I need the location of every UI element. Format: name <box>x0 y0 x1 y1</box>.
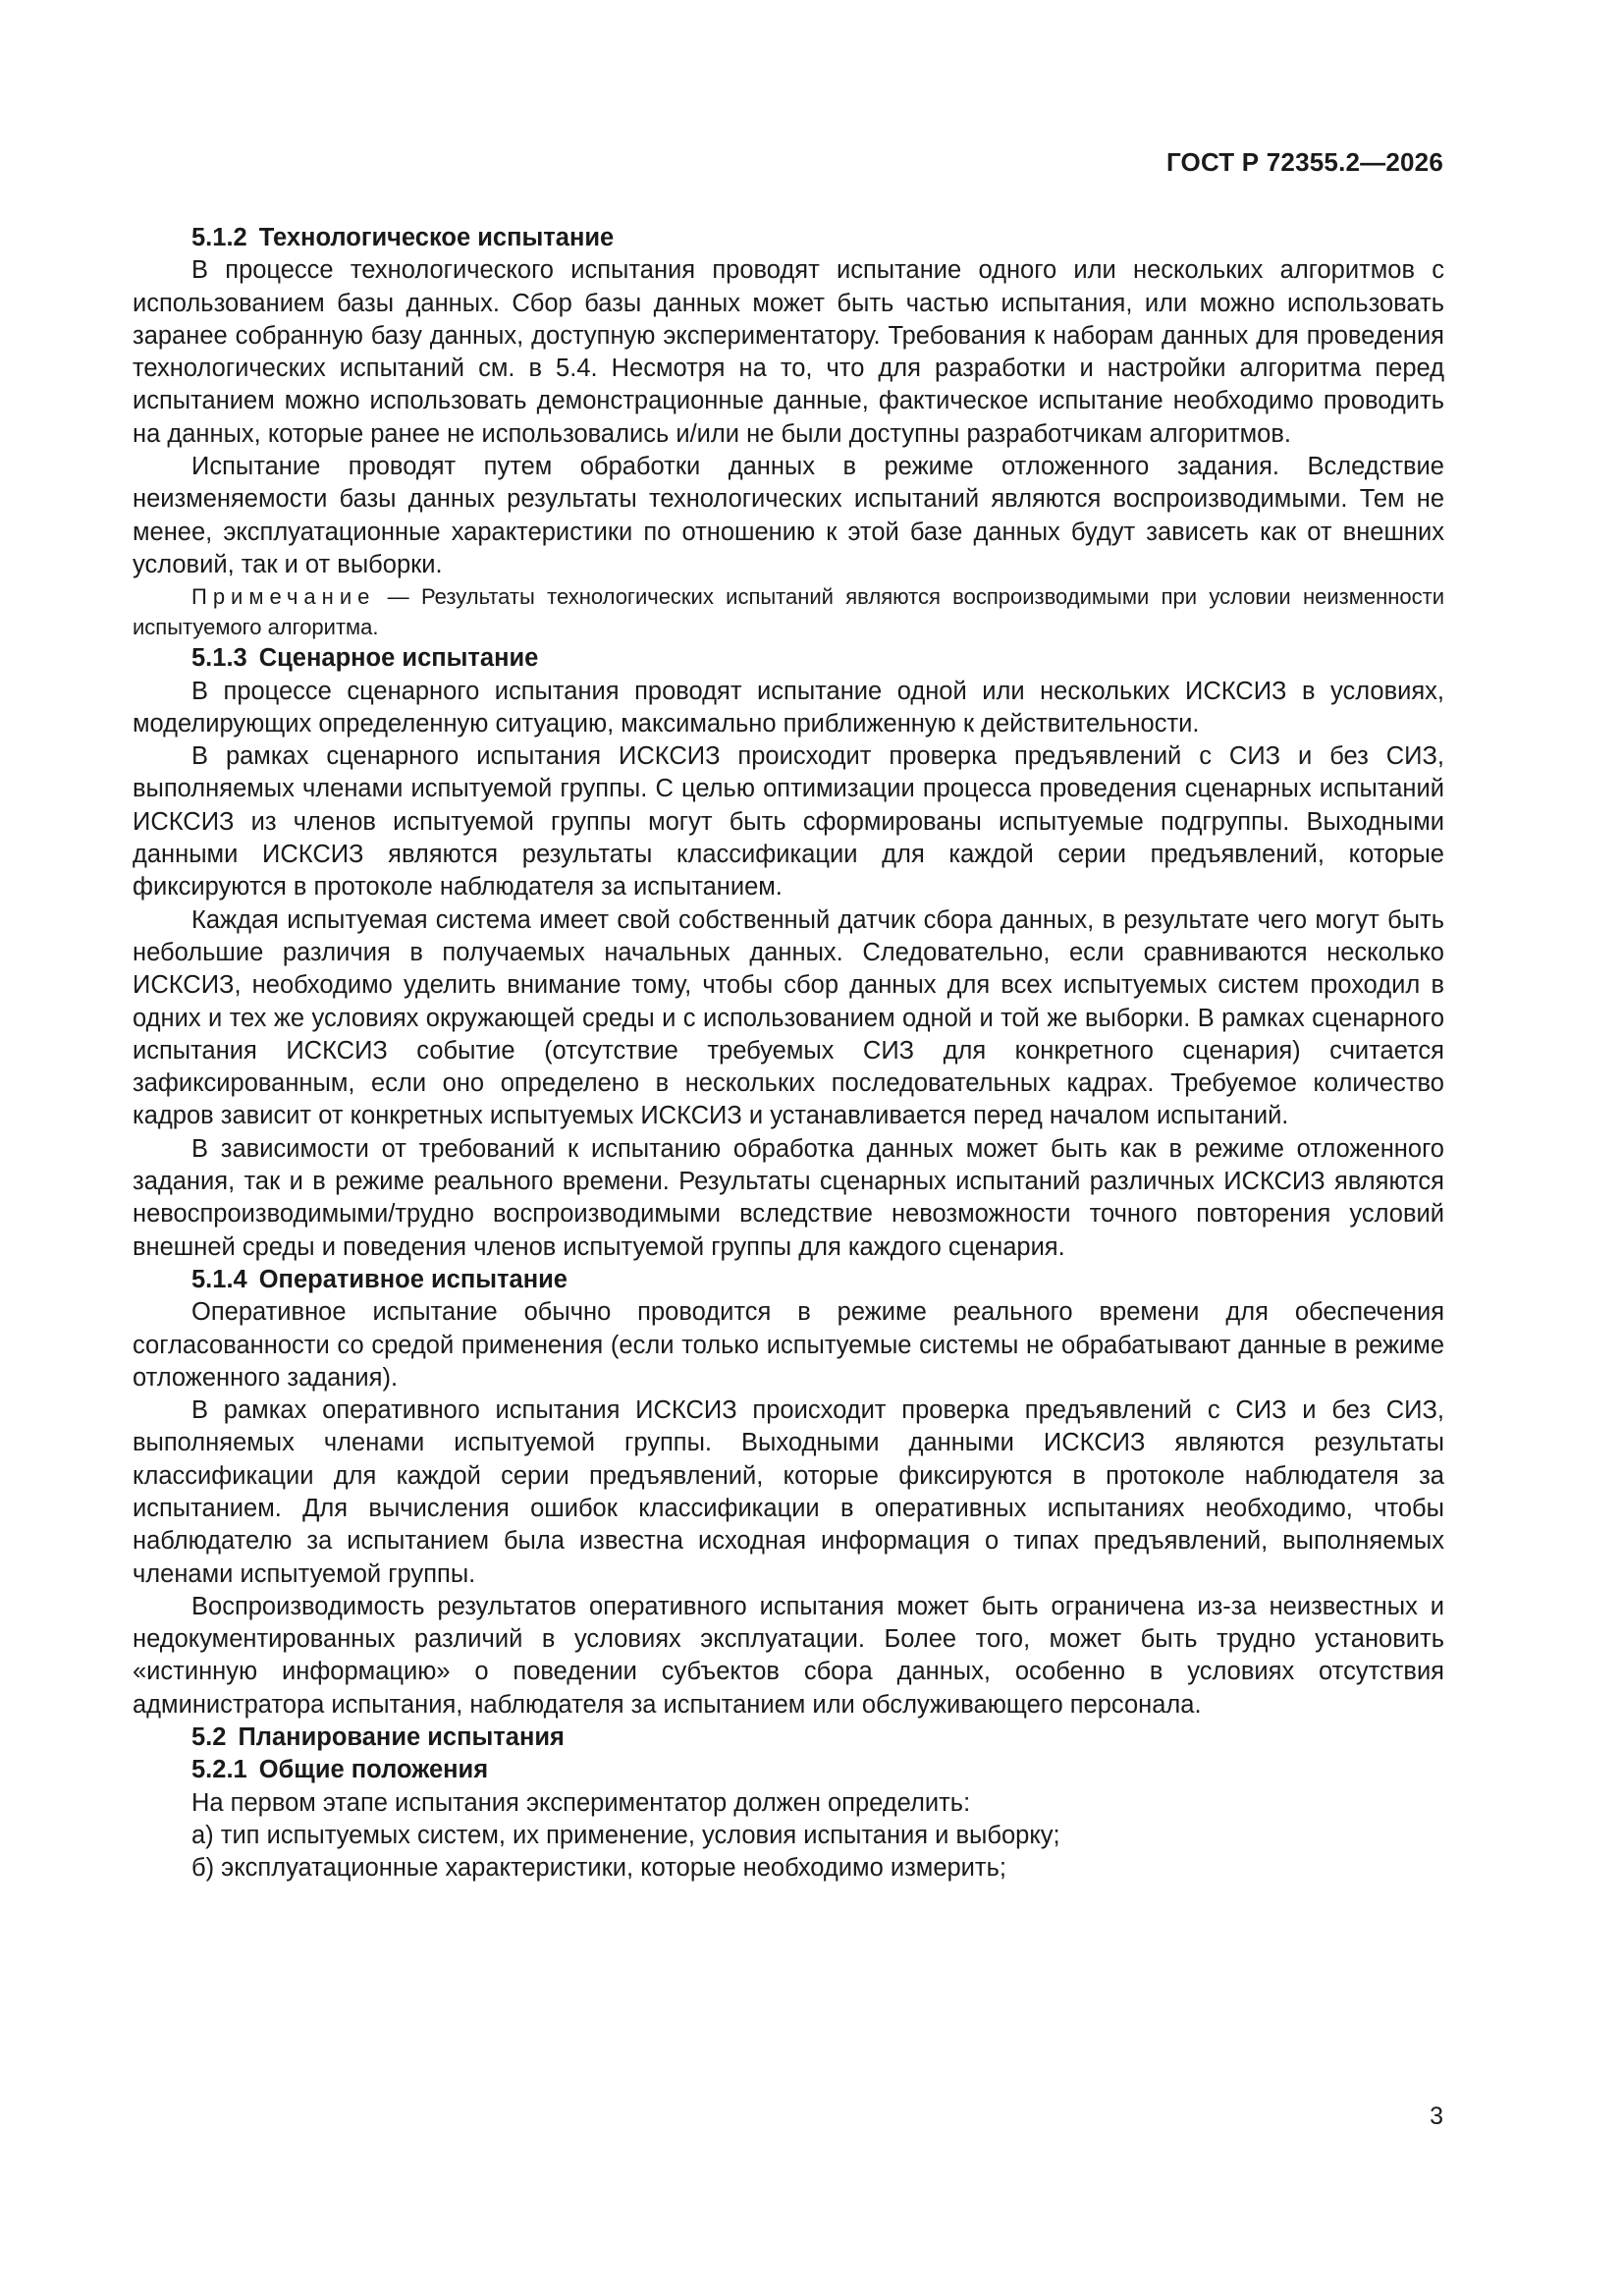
section-heading-5-1-3 <box>133 642 1444 675</box>
paragraph: Испытание проводят путем обработки данных в режиме отложенного задания. Вследствие неизменяемости базы данных результаты технологических испытаний являются воспроизводимыми. Тем не менее, эксплуатационные характеристики по отношению к этой базе данных будут зависеть как от внешних условий, так и от выборки. <box>133 453 1444 578</box>
note-text: — Результаты технологических испытаний являются воспроизводимыми при условии неизменности испытуемого алгоритма. <box>133 584 1444 640</box>
page-content <box>133 222 1444 1886</box>
section-number: 5.1.4 <box>191 1265 247 1293</box>
list-item-a: а) тип испытуемых систем, их применение, условия испытания и выборку; <box>191 1821 1060 1849</box>
paragraph: Оперативное испытание обычно проводится в режиме реального времени для обеспечения согласованности со средой применения (если только испытуемые системы не обрабатывают данные в режиме отложенного задания). <box>133 1298 1444 1392</box>
section-heading-5-1-2 <box>133 222 1444 254</box>
section-title: Сценарное испытание <box>258 644 539 673</box>
section-title: Общие положения <box>258 1756 489 1784</box>
section-number: 5.2 <box>191 1723 227 1752</box>
list-item-b: б) эксплуатационные характеристики, которые необходимо измерить; <box>191 1854 1006 1883</box>
document-code-header: ГОСТ Р 72355.2—2026 <box>1165 147 1443 177</box>
paragraph: В рамках сценарного испытания ИСКСИЗ происходит проверка предъявлений с СИЗ и без СИЗ, выполняемых членами испытуемой группы. С целью оптимизации процесса проведения сценарных испытаний ИСКСИЗ из членов испытуемой группы могут быть сформированы испытуемые подгруппы. Выходными данными ИСКСИЗ являются результаты классификации для каждой серии предъявлений, которые фиксируются в протоколе наблюдателя за испытанием. <box>133 742 1444 902</box>
note-label: Примечание <box>191 584 376 610</box>
page-number: 3 <box>1430 2103 1443 2130</box>
section-number: 5.1.3 <box>191 644 247 673</box>
section-heading-5-2-1 <box>133 1754 1444 1786</box>
paragraph: Воспроизводимость результатов оперативного испытания может быть ограничена из-за неизвестных и недокументированных различий в условиях эксплуатации. Более того, может быть трудно установить «истинную информацию» о поведении субъектов сбора данных, особенно в условиях отсутствия администратора испытания, наблюдателя за испытанием или обслуживающего персонала. <box>133 1592 1444 1719</box>
paragraph: На первом этапе испытания экспериментатор должен определить: <box>191 1788 971 1817</box>
paragraph: Каждая испытуемая система имеет свой собственный датчик сбора данных, в результате чего могут быть небольшие различия в получаемых начальных данных. Следовательно, если сравниваются несколько ИСКСИЗ, необходимо уделить внимание тому, чтобы сбор данных для всех испытуемых систем проходил в одних и тех же условиях окружающей среды и с использованием одной и той же выборки. В рамках сценарного испытания ИСКСИЗ событие (отсутствие требуемых СИЗ для конкретного сценария) считается зафиксированным, если оно определено в нескольких последовательных кадрах. Требуемое количество кадров зависит от конкретных испытуемых ИСКСИЗ и устанавливается перед началом испытаний. <box>133 905 1444 1130</box>
paragraph: В зависимости от требований к испытанию обработка данных может быть как в режиме отложенного задания, так и в режиме реального времени. Результаты сценарных испытаний различных ИСКСИЗ являются невоспроизводимыми/трудно воспроизводимыми вследствие невозможности точного повторения условий внешней среды и поведения членов испытуемой группы для каждого сценария. <box>133 1134 1444 1261</box>
paragraph: В рамках оперативного испытания ИСКСИЗ происходит проверка предъявлений с СИЗ и без СИЗ, выполняемых членами испытуемой группы. Выходными данными ИСКСИЗ являются результаты классификации для каждой серии предъявлений, которые фиксируются в протоколе наблюдателя за испытанием. Для вычисления ошибок классификации в оперативных испытаниях необходимо, чтобы наблюдателю за испытанием была известна исходная информация о типах предъявлений, выполняемых членами испытуемой группы. <box>133 1396 1444 1588</box>
section-number: 5.2.1 <box>191 1756 247 1784</box>
paragraph: В процессе сценарного испытания проводят испытание одной или нескольких ИСКСИЗ в условиях, моделирующих определенную ситуацию, максимально приближенную к действительности. <box>133 677 1444 738</box>
section-number: 5.1.2 <box>191 224 247 251</box>
section-heading-5-2 <box>133 1722 1444 1754</box>
section-title: Технологическое испытание <box>258 224 615 251</box>
section-title: Планирование испытания <box>238 1723 565 1752</box>
note <box>133 581 1444 642</box>
section-heading-5-1-4 <box>133 1264 1444 1296</box>
paragraph: В процессе технологического испытания проводят испытание одного или нескольких алгоритмов с использованием базы данных. Сбор базы данных может быть частью испытания, или можно использовать заранее собранную базу данных, доступную экспериментатору. Требования к наборам данных для проведения технологических испытаний см. в 5.4. Несмотря на то, что для разработки и настройки алгоритма перед испытанием можно использовать демонстрационные данные, фактическое испытание необходимо проводить на данных, которые ранее не использовались и/или не были доступны разработчикам алгоритмов. <box>133 256 1444 448</box>
section-title: Оперативное испытание <box>258 1265 568 1293</box>
